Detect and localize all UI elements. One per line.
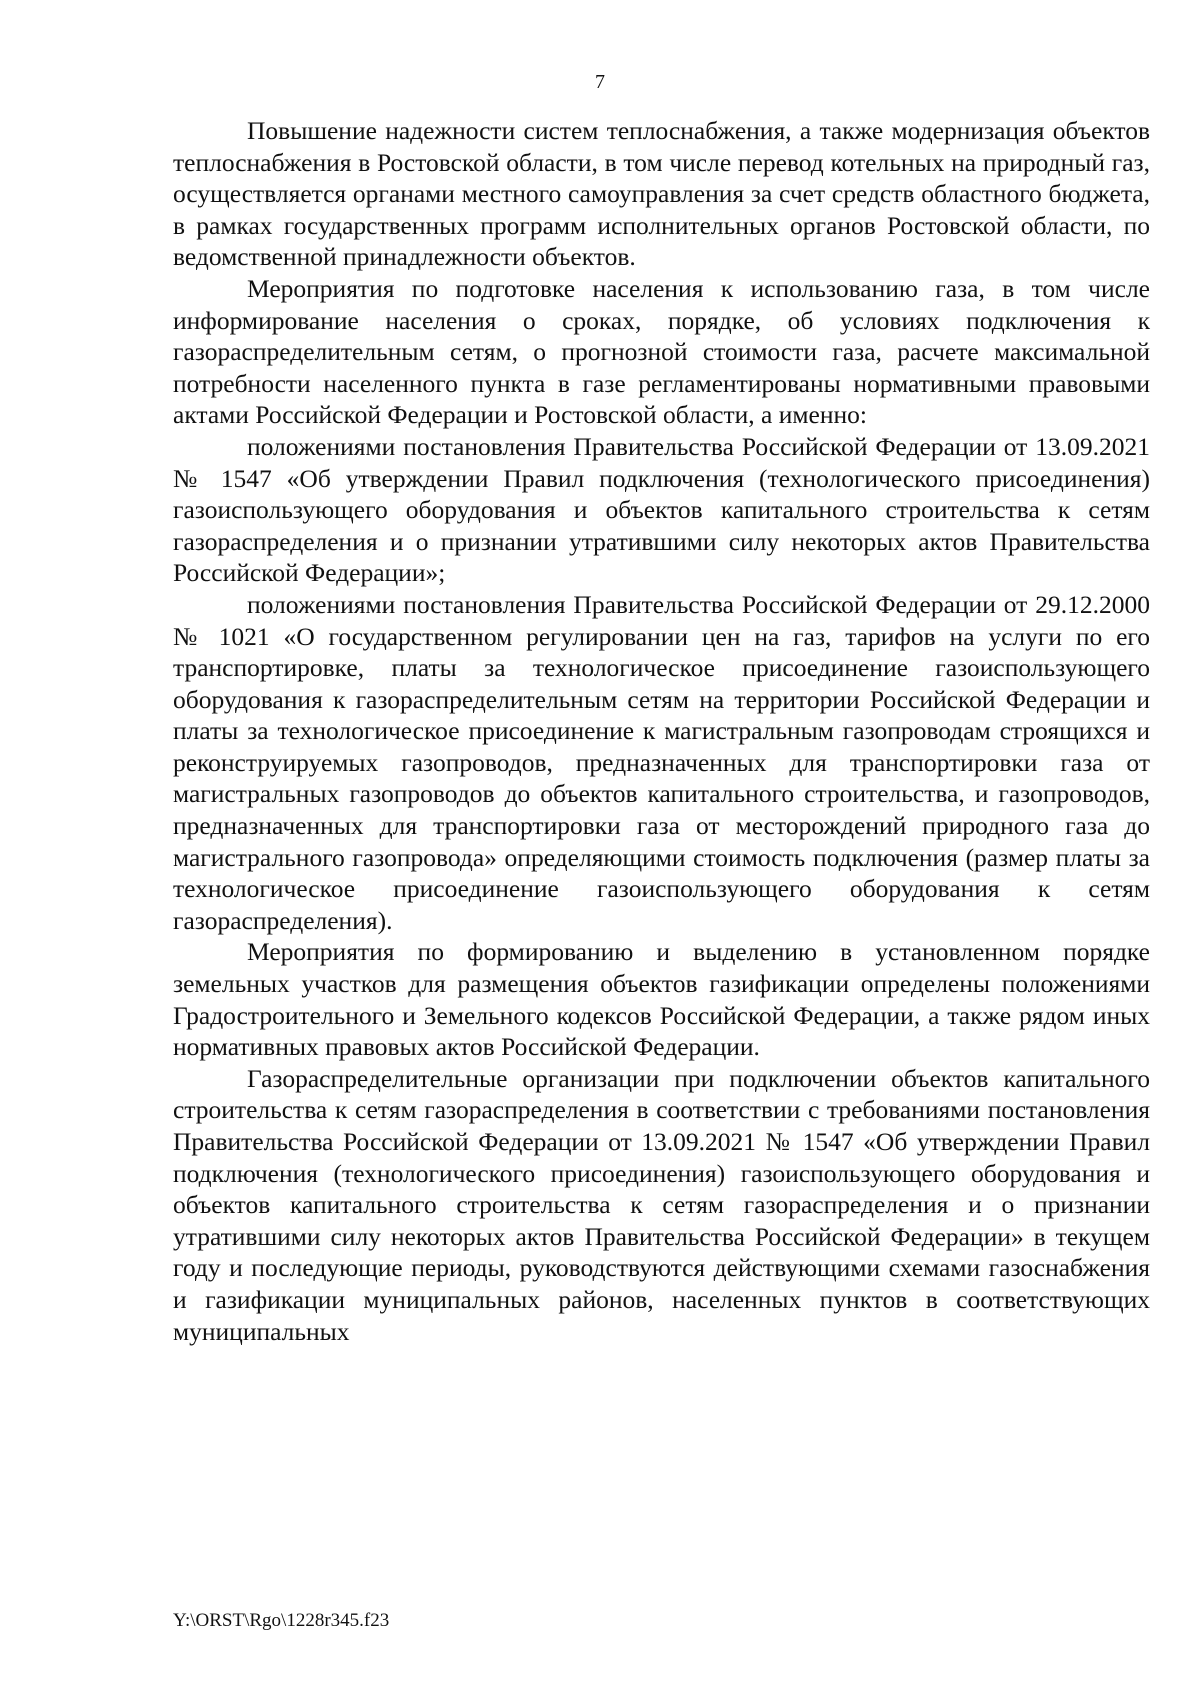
- page-number: 7: [595, 71, 605, 93]
- paragraph: положениями постановления Правительства Российской Федерации от 13.09.2021 № 1547 «Об утверждении Правил подключения (технологического присоединения) газоиспользующего оборудования и объектов капитального строительства к сетям газораспределения и о признании утратившими силу некоторых актов Правительства Российской Федерации»;: [173, 431, 1150, 588]
- file-path-footer: Y:\ORST\Rgo\1228r345.f23: [173, 1610, 390, 1631]
- document-body: [173, 115, 1150, 1347]
- paragraph: Мероприятия по подготовке населения к использованию газа, в том числе информирование населения о сроках, порядке, об условиях подключения к газораспределительным сетям, о прогнозной стоимости газа, расчете максимальной потребности населенного пункта в газе регламентированы нормативными правовыми актами Российской Федерации и Ростовской области, а именно:: [173, 273, 1150, 430]
- paragraph: Повышение надежности систем теплоснабжения, а также модернизация объектов теплоснабжения в Ростовской области, в том числе перевод котельных на природный газ, осуществляется органами местного самоуправления за счет средств областного бюджета, в рамках государственных программ исполнительных органов Ростовской области, по ведомственной принадлежности объектов.: [173, 116, 1150, 272]
- paragraph: Газораспределительные организации при подключении объектов капитального строительства к сетям газораспределения в соответствии с требованиями постановления Правительства Российской Федерации от 13.09.2021 № 1547 «Об утверждении Правил подключения (технологического присоединения) газоиспользующего оборудования и объектов капитального строительства к сетям газораспределения и о признании утратившими силу некоторых актов Правительства Российской Федерации» в текущем году и последующие периоды, руководствуются действующими схемами газоснабжения и газификации муниципальных районов, населенных пунктов в соответствующих муниципальных: [173, 1063, 1150, 1346]
- paragraph: Мероприятия по формированию и выделению в установленном порядке земельных участков для размещения объектов газификации определены положениями Градостроительного и Земельного кодексов Российской Федерации, а также рядом иных нормативных правовых актов Российской Федерации.: [173, 937, 1150, 1062]
- paragraph: положениями постановления Правительства Российской Федерации от 29.12.2000 № 1021 «О государственном регулировании цен на газ, тарифов на услуги по его транспортировке, платы за технологическое присоединение газоиспользующего оборудования к газораспределительным сетям на территории Российской Федерации и платы за технологическое присоединение к магистральным газопроводам строящихся и реконструируемых газопроводов, предназначенных для транспортировки газа от магистральных газопроводов до объектов капитального строительства, и газопроводов, предназначенных для транспортировки газа от месторождений природного газа до магистрального газопровода» определяющими стоимость подключения (размер платы за технологическое присоединение газоиспользующего оборудования к сетям газораспределения).: [173, 589, 1150, 935]
